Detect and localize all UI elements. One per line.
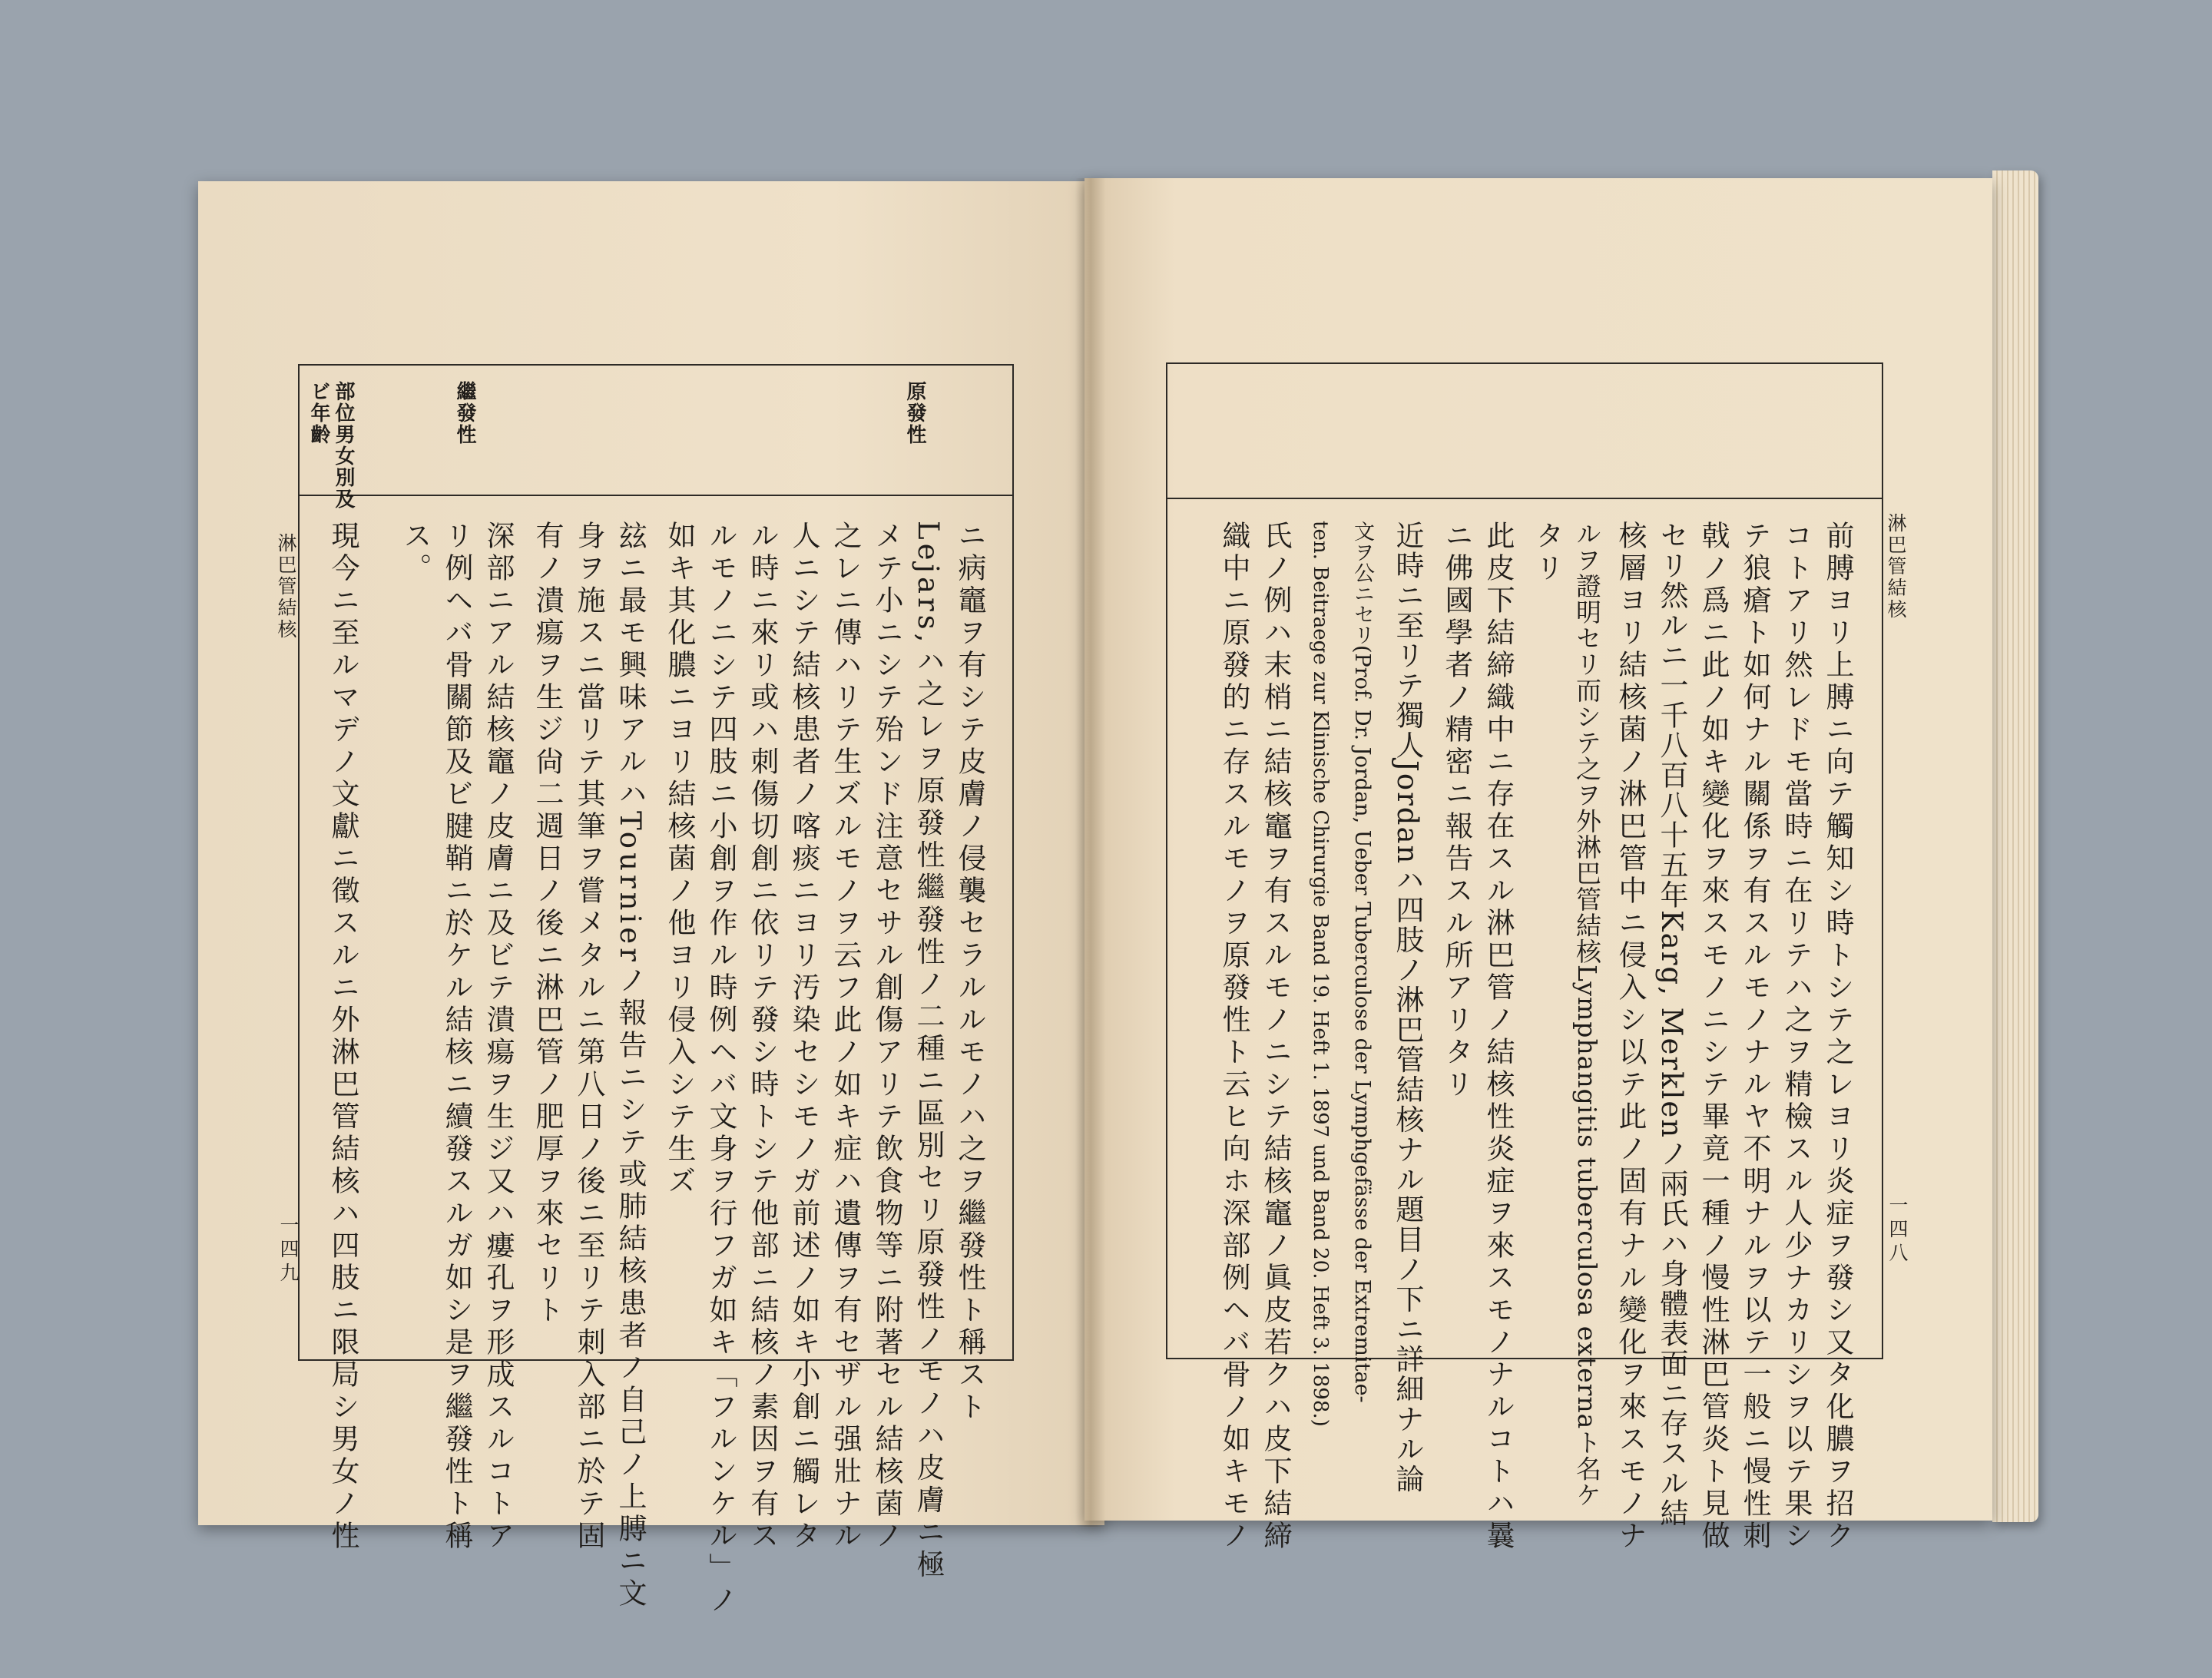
left-running-header: 淋巴管結核 [275,533,297,640]
right-running-header: 淋巴管結核 [1885,513,1907,621]
left-page-number: 一四九 [277,1215,300,1286]
right-line-6: 核層ヨリ結核菌ノ淋巴管中ニ侵入シ以テ此ノ固有ナル變化ヲ來スモノナ [1614,521,1647,1553]
right-line-14: 氏ノ例ハ末梢ニ結核竈ヲ有スルモノニシテ結核竈ノ眞皮若クハ皮下結締 [1259,521,1292,1553]
right-line-8: タリ [1531,521,1564,585]
right-line-7: ルヲ證明セリ而シテ之ヲ外淋巴管結核Lymphangitis tuberculosa externaト名ケ [1572,521,1602,1508]
right-line-11: 近時ニ至リテ獨人Jordanハ四肢ノ淋巴管結核ナル題目ノ下ニ詳細ナル論 [1391,521,1424,1494]
left-line-8: 如キ其化膿ニヨリ結核菌ノ他ヨリ侵入シテ生ズ [663,521,696,1198]
left-line-4: 之レニ傳ハリテ生ズルモノヲ云フ此ノ如キ症ハ遺傳ヲ有セザル强壯ナル [829,521,862,1553]
left-line-13: リ例ヘバ骨關節及ビ腱鞘ニ於ケル結核ニ續發スルガ如シ是ヲ繼發性ト稱 [440,521,473,1553]
right-line-3: テ狼瘡ト如何ナル關係ヲ有スルモノナルヤ不明ナルヲ以テ一般ニ慢性刺 [1738,521,1771,1553]
right-page-number: 一四八 [1886,1195,1909,1266]
right-line-9: 此皮下結締織中ニ存在スル淋巴管ノ結核性炎症ヲ來スモノナルコトハ曩 [1482,521,1515,1553]
right-line-4: 戟ノ爲ニ此ノ如キ變化ヲ來スモノニシテ畢竟一種ノ慢性淋巴管炎ト見做 [1697,521,1730,1553]
margin-heading-site-2: ビ年齡 [307,381,330,445]
left-line-7: ルモノニシテ四肢ニ小創ヲ作ル時例ヘバ文身ヲ行フガ如キ「フルンケル」ノ [704,521,737,1617]
left-line-10: 身ヲ施スニ當リテ其筆ヲ嘗メタルニ第八日ノ後ニ至リテ刺入部ニ於テ固 [572,521,605,1553]
margin-heading-secondary: 繼發性 [453,381,476,445]
right-line-5: セリ然ルニ一千八百八十五年Karg, Merklenノ兩氏ハ身體表面ニ存スル結 [1655,521,1688,1529]
left-line-15: 現今ニ至ルマデノ文獻ニ徵スルニ外淋巴管結核ハ四肢ニ限局シ男女ノ性 [326,521,359,1553]
margin-heading-site-1: 部位男女別及 [332,381,355,510]
page-edges [1992,170,2038,1522]
right-margin-rule [1166,498,1882,499]
left-line-2: Lejars,ハ之レヲ原發性繼發性ノ二種ニ區別セリ原發性ノモノハ皮膚ニ極 [912,521,945,1582]
left-line-5: 人ニシテ結核患者ノ喀痰ニヨリ汚染セシモノガ前述ノ如キ小創ニ觸レタ [787,521,820,1553]
left-line-1: ニ病竈ヲ有シテ皮膚ノ侵襲セラルルモノハ之ヲ繼發性ト稱スト [953,521,986,1424]
left-line-6: ル時ニ來リ或ハ刺傷切創ニ依リテ發シ時トシテ他部ニ結核ノ素因ヲ有ス [746,521,779,1553]
left-line-12: 深部ニアル結核竈ノ皮膚ニ及ビテ潰瘍ヲ生ジ又ハ瘻孔ヲ形成スルコトア [482,521,515,1553]
right-line-10: ニ佛國學者ノ精密ニ報告スル所アリタリ [1440,521,1473,1101]
right-line-2: コトアリ然レドモ當時ニ在リテハ之ヲ精檢スル人少ナカリシヲ以テ果シ [1780,521,1813,1553]
left-line-11: 有ノ潰瘍ヲ生ジ尙二週日ノ後ニ淋巴管ノ肥厚ヲ來セリト [531,521,564,1327]
margin-heading-primary: 原發性 [903,381,926,445]
right-line-1: 前膊ヨリ上膊ニ向テ觸知シ時トシテ之レヨリ炎症ヲ發シ又タ化膿ヲ招ク [1821,521,1854,1553]
left-line-14: ス。 [399,521,432,585]
left-line-9: 玆ニ最モ興味アルハTournierノ報告ニシテ或肺結核患者ノ自己ノ上膊ニ文 [614,521,647,1610]
right-line-15: 織中ニ原發的ニ存スルモノヲ原發性ト云ヒ向ホ深部例ヘバ骨ノ如キモノ [1217,521,1250,1553]
left-line-3: メテ小ニシテ殆ンド注意セサル創傷アリテ飲食物等ニ附著セル結核菌ノ [870,521,903,1553]
left-margin-rule [298,495,1012,496]
right-line-13: ten. Beitraege zur Klinische Chirurgie Band 19. Heft 1. 1897 und Band 20. Heft 3. 1898.) [1309,521,1332,1427]
right-line-12: 文ヲ公ニセリ(Prof. Dr. Jordan, Ueber Tuberculose der Lymphgefässe der Extremitae- [1350,521,1374,1403]
book-gutter [1075,178,1106,1527]
left-text-frame [298,364,1014,1361]
